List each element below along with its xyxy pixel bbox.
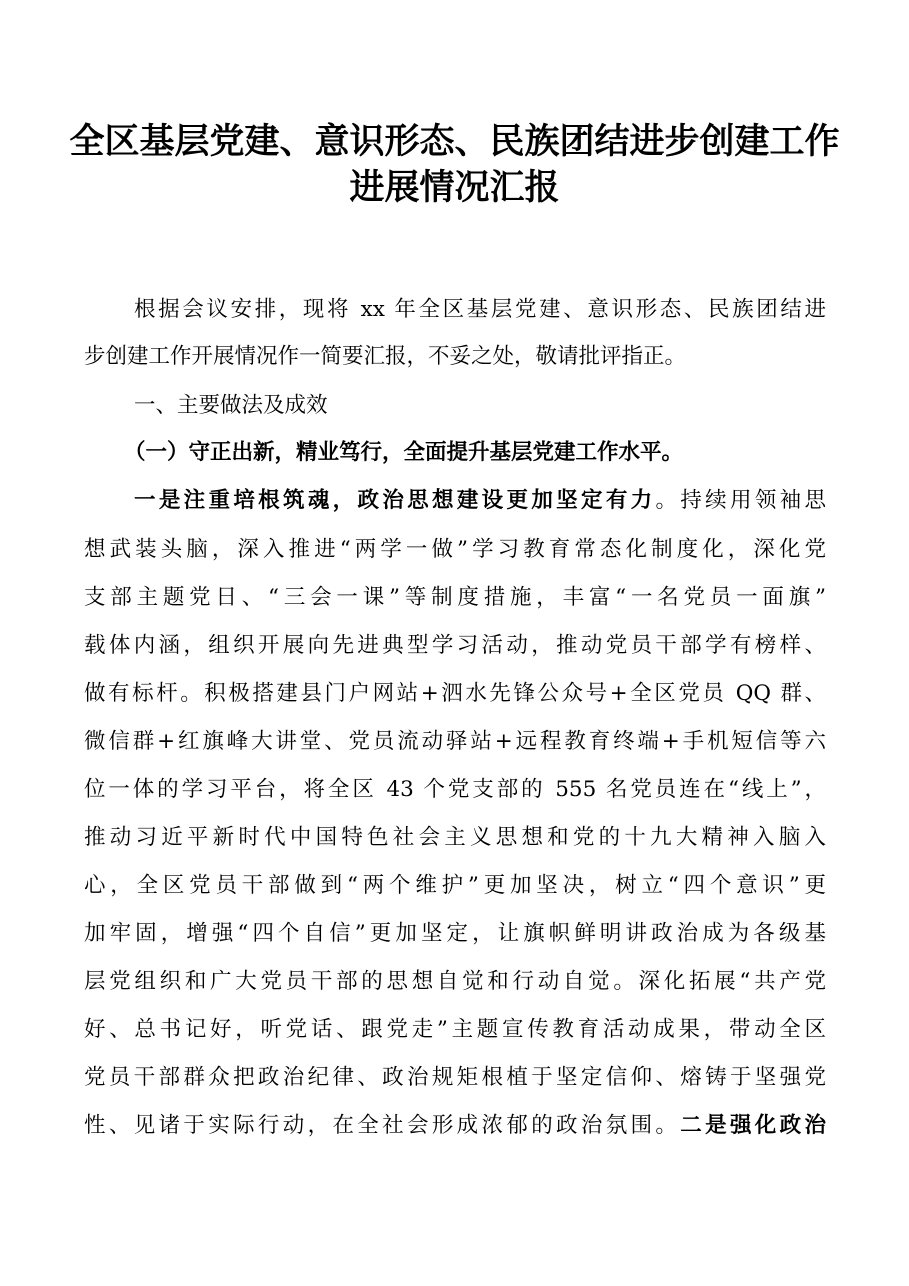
- paragraph-line: 好、总书记好，听党话、跟党走”主题宣传教育活动成果，带动全区: [84, 1017, 826, 1042]
- section-heading: 一、主要做法及成效: [134, 393, 328, 418]
- paragraph-line: [134, 486, 826, 516]
- paragraph-line: [84, 1111, 826, 1141]
- paragraph-line: 心，全区党员干部做到“两个维护”更加坚决，树立“四个意识”更: [84, 873, 826, 898]
- paragraph-text: 。持续用领袖思: [655, 488, 826, 513]
- document-title-line-2: 进展情况汇报: [349, 167, 560, 208]
- paragraph-line: 载体内涵，组织开展向先进典型学习活动，推动党员干部学有榜样、: [84, 633, 826, 658]
- document-title-line-1: 全区基层党建、意识形态、民族团结进步创建工作: [69, 121, 840, 162]
- paragraph-line: 加牢固，增强“四个自信”更加坚定，让旗帜鲜明讲政治成为各级基: [84, 921, 826, 946]
- paragraph-line: 层党组织和广大党员干部的思想自觉和行动自觉。深化拓展“共产党: [84, 969, 826, 994]
- paragraph-line: 位一体的学习平台，将全区 43 个党支部的 555 名党员连在“线上”，: [84, 777, 826, 802]
- paragraph-line: 做有标杆。积极搭建县门户网站+泗水先锋公众号+全区党员 QQ 群、: [84, 681, 826, 706]
- emphasis-lead: 一是注重培根筑魂，政治思想建设更加坚定有力: [134, 488, 656, 513]
- paragraph-line: 想武装头脑，深入推进“两学一做”学习教育常态化制度化，深化党: [84, 537, 826, 562]
- paragraph-line: 支部主题党日、“三会一课”等制度措施，丰富“一名党员一面旗”: [84, 585, 826, 610]
- paragraph-line: 步创建工作开展情况作一简要汇报，不妥之处，敬请批评指正。: [84, 344, 687, 369]
- subsection-heading: （一）守正出新，精业笃行，全面提升基层党建工作水平。: [124, 440, 684, 465]
- emphasis-lead: 二是强化政治: [680, 1113, 826, 1138]
- paragraph-line: 推动习近平新时代中国特色社会主义思想和党的十九大精神入脑入: [84, 825, 826, 850]
- paragraph-line: 根据会议安排，现将 xx 年全区基层党建、意识形态、民族团结进: [134, 297, 826, 322]
- paragraph-line: 微信群+红旗峰大讲堂、党员流动驿站+远程教育终端+手机短信等六: [84, 729, 826, 754]
- paragraph-line: 党员干部群众把政治纪律、政治规矩根植于坚定信仰、熔铸于坚强党: [84, 1065, 826, 1090]
- paragraph-text: 性、见诸于实际行动，在全社会形成浓郁的政治氛围。: [84, 1113, 681, 1138]
